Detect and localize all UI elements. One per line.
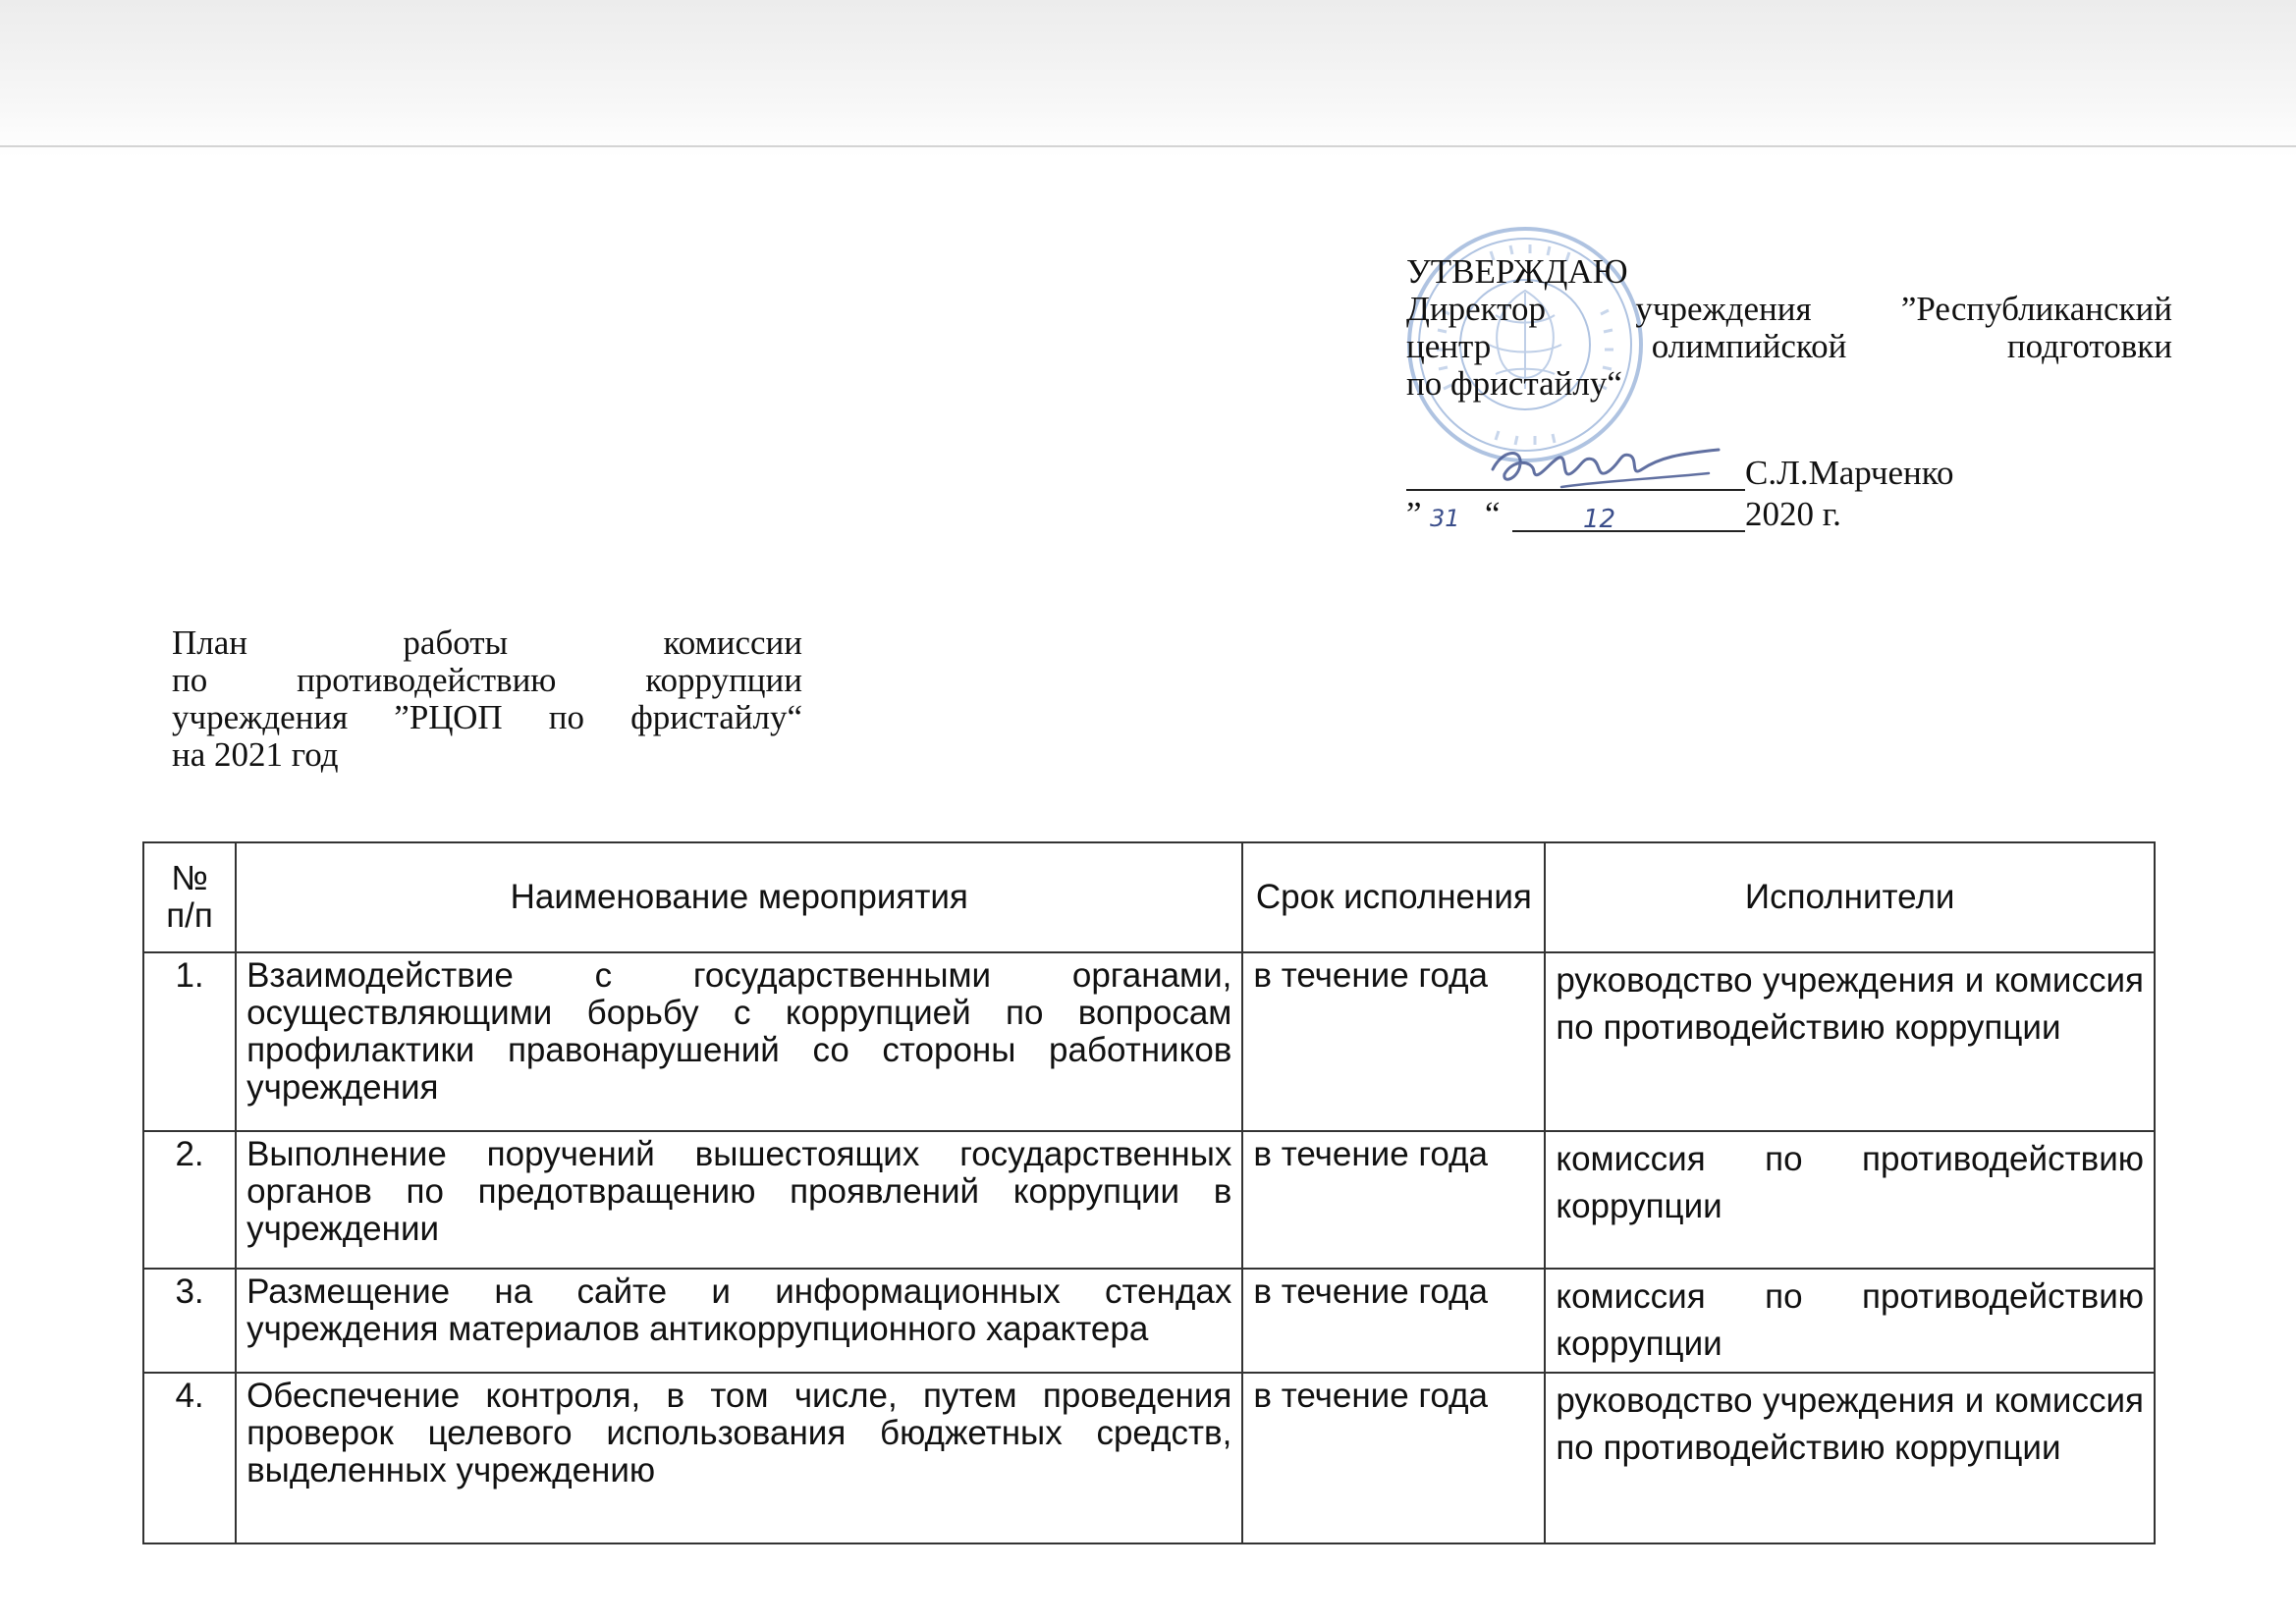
plan-title [172,624,802,774]
approval-title: УТВЕРЖДАЮ [1406,252,1628,291]
row-executors: комиссия по противодействию коррупции [1545,1131,2155,1269]
date-month: 12 [1583,505,1616,534]
header-num: № п/п [143,842,236,952]
approval-position-line-1: Директор учреждения ”Республиканский [1406,290,2172,328]
header-name: Наименование мероприятия [236,842,1242,952]
row-term: в течение года [1242,1269,1545,1373]
row-executors: руководство учреждения и комиссия по противодействию коррупции [1545,1373,2155,1543]
plan-title-line-1: План работы комиссии [172,623,802,662]
plan-title-line-4: на 2021 год [172,735,339,774]
table-header-row [143,842,2155,952]
date-month-line [1512,530,1745,532]
row-term: в течение года [1242,952,1545,1131]
table-row [143,1373,2155,1543]
date-close-quote: “ [1485,495,1501,533]
header-term: Срок исполнения [1242,842,1545,952]
scan-shadow [0,0,2296,157]
row-name: Обеспечение контроля, в том числе, путем проведения проверок целевого использования бюджетных средств, выделенных учреждению [236,1373,1242,1543]
row-num: 3. [143,1269,236,1373]
date-open-quote: ” [1406,495,1422,533]
table-row [143,1131,2155,1269]
row-term: в течение года [1242,1131,1545,1269]
approval-position-line-2: центр олимпийской подготовки [1406,327,2172,365]
scan-edge-line [0,145,2296,147]
plan-title-line-2: по противодействию коррупции [172,661,802,699]
plan-title-line-3: учреждения ”РЦОП по фристайлу“ [172,698,802,736]
row-num: 1. [143,952,236,1131]
row-name: Взаимодействие с государственными органами, осуществляющими борьбу с коррупцией по вопросам профилактики правонарушений со стороны работников учреждения [236,952,1242,1131]
table-row [143,952,2155,1131]
signer-name: С.Л.Марченко [1745,454,1954,492]
date-day: 31 [1430,505,1460,532]
header-executors: Исполнители [1545,842,2155,952]
approval-position-line-3: по фристайлу“ [1406,364,1622,403]
row-num: 4. [143,1373,236,1543]
approval-date-row [1406,495,1995,536]
table-row [143,1269,2155,1373]
plan-table [142,841,2156,1544]
approval-block [1406,253,2172,403]
handwritten-signature-icon [1473,430,1728,499]
date-year: 2020 г. [1745,495,1841,533]
row-name: Размещение на сайте и информационных стендах учреждения материалов антикоррупционного характера [236,1269,1242,1373]
row-name: Выполнение поручений вышестоящих государственных органов по предотвращению проявлений коррупции в учреждении [236,1131,1242,1269]
row-num: 2. [143,1131,236,1269]
row-executors: комиссия по противодействию коррупции [1545,1269,2155,1373]
row-term: в течение года [1242,1373,1545,1543]
row-executors: руководство учреждения и комиссия по противодействию коррупции [1545,952,2155,1131]
